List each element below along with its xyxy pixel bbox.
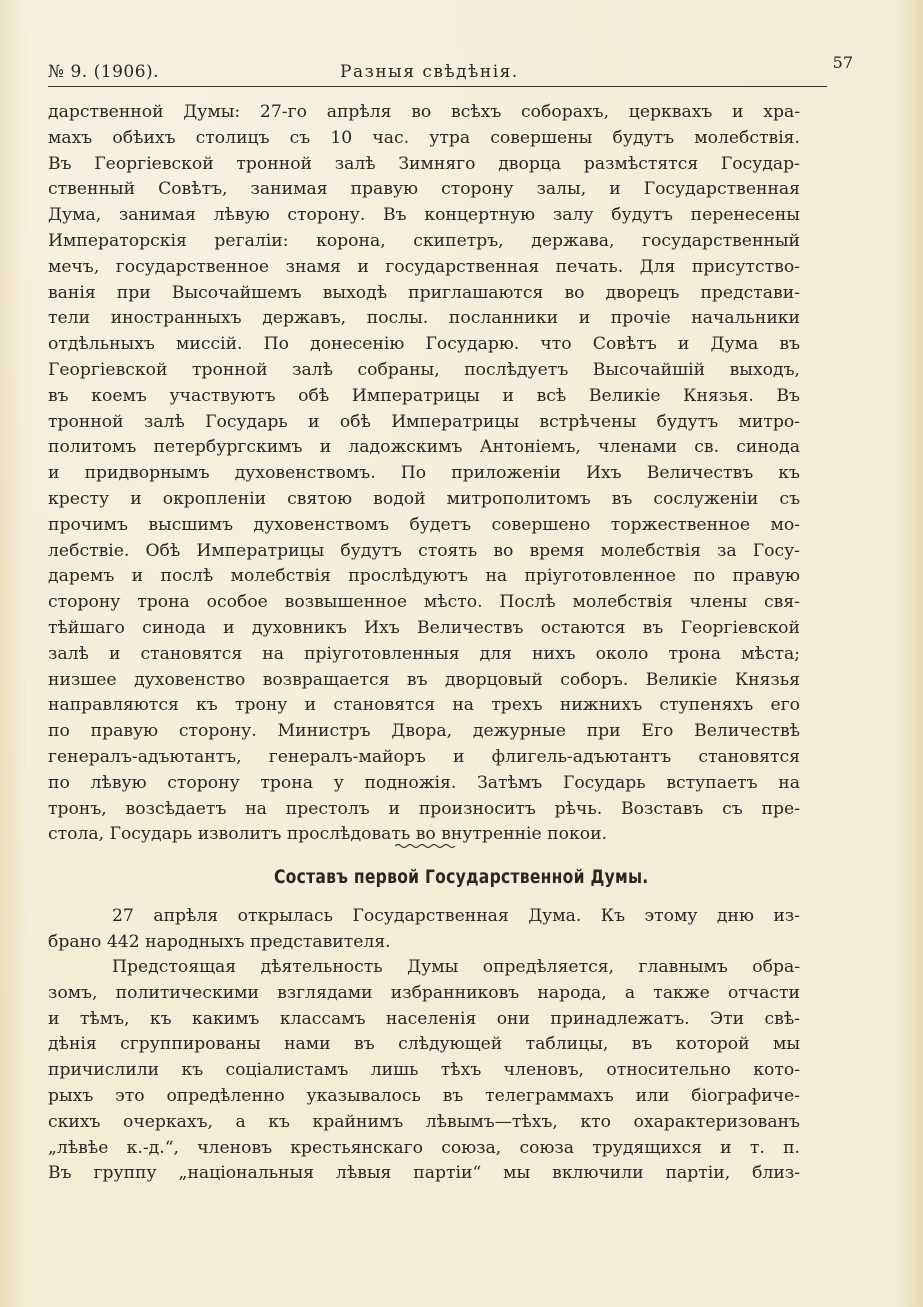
text-line: прочимъ высшимъ духовенствомъ будетъ совершено торжественное мо- <box>48 514 800 535</box>
text-line: тели иностранныхъ державъ, послы. посланники и прочіе начальники <box>48 308 800 329</box>
text-line: Дума, занимая лѣвую сторону. Въ концертную залу будутъ перенесены <box>48 205 800 226</box>
text-line: лебствіе. Обѣ Императрицы будутъ стоять во время молебствія за Госу- <box>48 540 800 561</box>
text-line: стола, Государь изволитъ прослѣдовать во внутренніе покои. <box>48 824 607 845</box>
wavy-divider <box>395 842 457 850</box>
text-line: Въ группу „національныя лѣвыя партіи“ мы включили партіи, близ- <box>48 1163 800 1184</box>
text-line: и придворнымъ духовенствомъ. По приложеніи Ихъ Величествъ къ <box>48 463 800 484</box>
text-line: мечъ, государственное знамя и государственная печать. Для присутство- <box>48 256 800 277</box>
text-line: Императорскія регаліи: корона, скипетръ, держава, государственный <box>48 230 800 251</box>
text-line: по правую сторону. Министръ Двора, дежурные при Его Величествѣ <box>48 721 800 742</box>
text-line: низшее духовенство возвращается въ дворцовый соборъ. Великіе Князья <box>48 669 800 690</box>
page-number: 57 <box>832 53 853 72</box>
section-title: Разныя свѣдѣнія. <box>340 62 519 82</box>
text-line: Предстоящая дѣятельность Думы опредѣляется, главнымъ обра- <box>112 957 800 977</box>
text-line: въ коемъ участвуютъ обѣ Императрицы и всѣ Великіе Князья. Въ <box>48 385 800 406</box>
text-line: дѣнія сгруппированы нами въ слѣдующей таблицы, въ которой мы <box>48 1034 800 1055</box>
text-line: тронной залѣ Государь и обѣ Императрицы встрѣчены будутъ митро- <box>48 411 800 432</box>
text-line: махъ обѣихъ столицъ съ 10 час. утра совершены будутъ молебствія. <box>48 127 800 148</box>
text-line: Въ Георгіевской тронной залѣ Зимняго дворца размѣстятся Государ- <box>48 153 800 174</box>
text-line: залѣ и становятся на пріуготовленныя для нихъ около трона мѣста; <box>48 643 800 664</box>
issue-number: № 9. (1906). <box>48 62 160 82</box>
text-line: брано 442 народныхъ представителя. <box>48 931 391 952</box>
paragraph-duma-opened <box>48 904 800 956</box>
text-line: тронъ, возсѣдаетъ на престолъ и произноситъ рѣчь. Возставъ съ пре- <box>48 798 800 819</box>
text-line: Георгіевской тронной залѣ собраны, послѣдуетъ Высочайшій выходъ, <box>48 359 800 380</box>
text-line: политомъ петербургскимъ и ладожскимъ Антоніемъ, членами св. синода <box>48 437 800 458</box>
text-line: сторону трона особое возвышенное мѣсто. Послѣ молебствія члены свя- <box>48 592 800 613</box>
text-line: генералъ-адъютантъ, генералъ-майоръ и флигель-адъютантъ становятся <box>48 746 800 767</box>
text-line: зомъ, политическими взглядами избранниковъ народа, а также отчасти <box>48 982 800 1003</box>
paragraph-throne-ceremony <box>48 100 800 848</box>
text-line: дарственной Думы: 27-го апрѣля во всѣхъ соборахъ, церквахъ и хра- <box>48 102 800 122</box>
text-line: по лѣвую сторону трона у подножія. Затѣмъ Государь вступаетъ на <box>48 772 800 793</box>
text-line: рыхъ это опредѣленно указывалось въ телеграммахъ или біографиче- <box>48 1085 800 1106</box>
section-heading: Составъ первой Государственной Думы. <box>273 866 649 888</box>
text-line: причислили къ соціалистамъ лишь тѣхъ членовъ, относительно кото- <box>48 1060 800 1081</box>
text-line: отдѣльныхъ миссій. По донесенію Государю. что Совѣтъ и Дума въ <box>48 334 800 355</box>
paragraph-duma-composition <box>48 955 800 1187</box>
text-line: ванія при Высочайшемъ выходѣ приглашаются во дворецъ представи- <box>48 282 800 303</box>
text-line: „лѣвѣе к.-д.“, членовъ крестьянскаго союза, союза трудящихся и т. п. <box>48 1137 800 1158</box>
text-line: направляются къ трону и становятся на трехъ нижнихъ ступеняхъ его <box>48 695 800 716</box>
text-line: и тѣмъ, къ какимъ классамъ населенія они принадлежатъ. Эти свѣ- <box>48 1008 800 1029</box>
text-line: кресту и окропленіи святою водой митрополитомъ въ сослуженіи съ <box>48 488 800 509</box>
running-header <box>48 53 853 87</box>
text-line: даремъ и послѣ молебствія прослѣдуютъ на пріуготовленное по правую <box>48 566 800 587</box>
text-line: ственный Совѣтъ, занимая правую сторону залы, и Государственная <box>48 179 800 200</box>
text-line: скихъ очеркахъ, а къ крайнимъ лѣвымъ—тѣхъ, кто охарактеризованъ <box>48 1111 800 1132</box>
text-line: 27 апрѣля открылась Государственная Дума. Къ этому дню из- <box>112 906 800 926</box>
text-line: тѣйшаго синода и духовникъ Ихъ Величествъ остаются въ Георгіевской <box>48 617 800 638</box>
